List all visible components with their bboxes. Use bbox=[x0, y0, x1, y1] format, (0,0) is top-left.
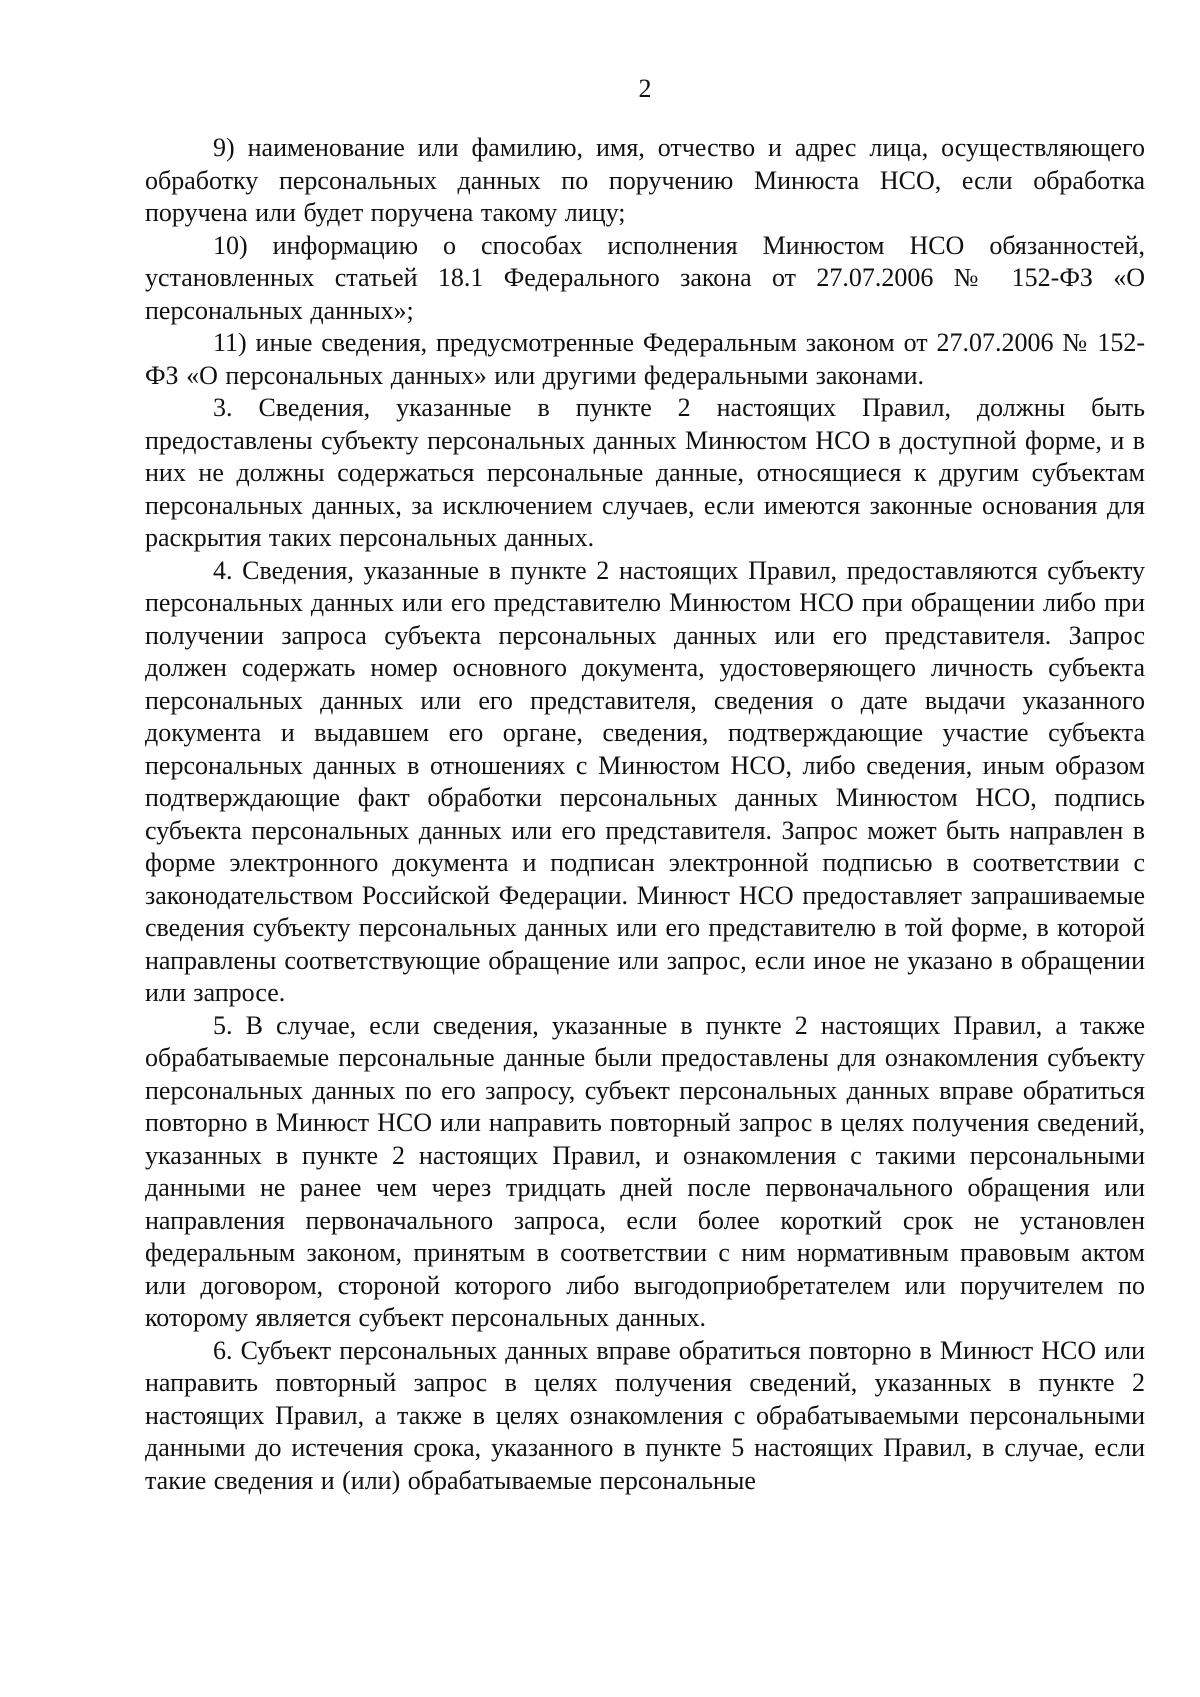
page-number: 2 bbox=[638, 74, 652, 103]
paragraph-item-11: 11) иные сведения, предусмотренные Федеральным законом от 27.07.2006 № 152-ФЗ «О персональных данных» или другими федеральными законами. bbox=[145, 328, 1145, 390]
paragraph-clause-4: 4. Сведения, указанные в пункте 2 настоящих Правил, предоставляются субъекту персональных данных или его представителю Минюстом НСО при обращении либо при получении запроса субъекта персональных данных или его представителя. Запрос должен содержать номер основного документа, удостоверяющего личность субъекта персональных данных или его представителя, сведения о дате выдачи указанного документа и выдавшем его органе, сведения, подтверждающие участие субъекта персональных данных в отношениях с Минюстом НСО, либо сведения, иным образом подтверждающие факт обработки персональных данных Минюстом НСО, подпись субъекта персональных данных или его представителя. Запрос может быть направлен в форме электронного документа и подписан электронной подписью в соответствии с законодательством Российской Федерации. Минюст НСО предоставляет запрашиваемые сведения субъекту персональных данных или его представителю в той форме, в которой направлены соответствующие обращение или запрос, если иное не указано в обращении или запросе. bbox=[145, 555, 1145, 1007]
paragraph-item-9: 9) наименование или фамилию, имя, отчество и адрес лица, осуществляющего обработку персональных данных по поручению Минюста НСО, если обработка поручена или будет поручена такому лицу; bbox=[145, 133, 1145, 227]
paragraph-item-10: 10) информацию о способах исполнения Минюстом НСО обязанностей, установленных статьей 18.1 Федерального закона от 27.07.2006 № 152-ФЗ «О персональных данных»; bbox=[145, 230, 1145, 325]
paragraph-clause-3: 3. Сведения, указанные в пункте 2 настоящих Правил, должны быть предоставлены субъекту персональных данных Минюстом НСО в доступной форме, и в них не должны содержаться персональные данные, относящиеся к другим субъектам персональных данных, за исключением случаев, если имеются законные основания для раскрытия таких персональных данных. bbox=[145, 393, 1145, 552]
paragraph-clause-5: 5. В случае, если сведения, указанные в пункте 2 настоящих Правил, а также обрабатываемые персональные данные были предоставлены для ознакомления субъекту персональных данных по его запросу, субъект персональных данных вправе обратиться повторно в Минюст НСО или направить повторный запрос в целях получения сведений, указанных в пункте 2 настоящих Правил, и ознакомления с такими персональными данными не ранее чем через тридцать дней после первоначального обращения или направления первоначального запроса, если более короткий срок не установлен федеральным законом, принятым в соответствии с ним нормативным правовым актом или договором, стороной которого либо выгодоприобретателем или поручителем по которому является субъект персональных данных. bbox=[145, 1010, 1145, 1332]
paragraph-clause-6: 6. Субъект персональных данных вправе обратиться повторно в Минюст НСО или направить повторный запрос в целях получения сведений, указанных в пункте 2 настоящих Правил, а также в целях ознакомления с обрабатываемыми персональными данными до истечения срока, указанного в пункте 5 настоящих Правил, в случае, если такие сведения и (или) обрабатываемые персональные bbox=[145, 1335, 1145, 1495]
